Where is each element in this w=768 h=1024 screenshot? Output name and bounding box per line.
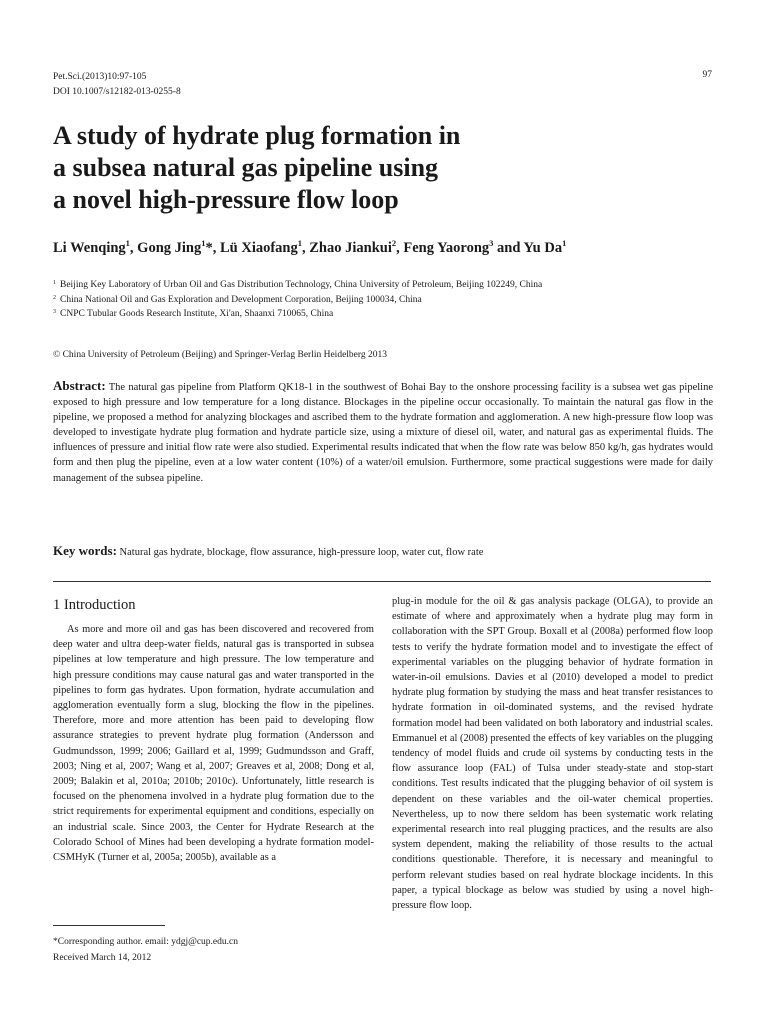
footnotes <box>53 934 238 966</box>
keywords-label: Key words: <box>53 543 117 558</box>
title-line: a novel high-pressure flow loop <box>53 185 399 214</box>
author-list <box>53 232 713 259</box>
copyright-notice: © China University of Petroleum (Beijing) and Springer-Verlag Berlin Heidelberg 2013 <box>53 350 388 360</box>
keywords-text: Natural gas hydrate, blockage, flow assurance, high-pressure loop, water cut, flow rate <box>119 547 484 558</box>
affiliation-list <box>53 278 713 322</box>
footnote-divider <box>53 925 165 926</box>
author-separator: , <box>302 239 310 256</box>
title-line: a subsea natural gas pipeline using <box>53 153 439 182</box>
doi: DOI 10.1007/s12182-013-0255-8 <box>53 87 181 97</box>
section-heading: 1 Introduction <box>53 597 136 613</box>
author-affil-mark: 1 <box>201 238 206 248</box>
affiliation-number: 2 <box>53 294 56 301</box>
journal-header <box>53 70 181 100</box>
corresponding-author-note: *Corresponding author. email: ydgj@cup.edu.cn <box>53 937 238 947</box>
abstract <box>53 378 713 486</box>
affiliation-text: China National Oil and Gas Exploration and Development Corporation, Beijing 100034, China <box>60 294 422 305</box>
author-name: Zhao Jiankui <box>309 239 392 256</box>
author-affil-mark: 1 <box>125 238 130 248</box>
author-name: Feng Yaorong <box>403 239 490 256</box>
page-number: 97 <box>702 70 712 80</box>
abstract-label: Abstract: <box>53 378 106 393</box>
affiliation <box>53 278 713 293</box>
paper-title <box>53 120 713 216</box>
author-name: Li Wenqing <box>53 239 126 256</box>
author-name: Yu Da <box>523 239 563 256</box>
affiliation-text: CNPC Tubular Goods Research Institute, Xi'an, Shaanxi 710065, China <box>60 309 334 319</box>
body-paragraph: plug-in module for the oil & gas analysis package (OLGA), to provide an estimate of where and approximately when a hydrate plug may form in collaboration with the SPT Group. Boxall et al (2008a) performed flow loop tests to verify the hydrate formation model and to investigate the effect of experimental variables on the plugging behavior of hydrate formation in water-in-oil emulsions. Davies et al (2010) developed a model to predict hydrate plug formation by studying the mass and heat transfer resistances to hydrate formation in oil-dominated systems, and the revised hydrate formation model had been validated on both laboratory and industrial scales. Emmanuel et al (2008) presented the effects of key variables on the plugging tendency of model fluids and crude oil systems by conducting tests in the flow assurance loop (FAL) of Tulsa under steady-state and stop-start conditions. Test results indicated that the plugging behavior of oil system is dependent on these variables and the oil-water chemical properties. Nevertheless, up to now there seldom has been systematic work relating experimental research into real plugging practices, and the results are also system dependent, making the reliability of those results to the actual conditions questionable. Therefore, it is necessary and meaningful to perform relevant studies based on real hydrate blockage incidents. In this paper, a typical blockage as below was studied by using a novel high-pressure flow loop. <box>392 596 713 912</box>
author-separator: *, <box>205 239 220 256</box>
author-affil-mark: 3 <box>489 238 494 248</box>
received-date: Received March 14, 2012 <box>53 953 152 963</box>
author-name: Lü Xiaofang <box>219 239 298 256</box>
affiliation-number: 3 <box>53 309 56 315</box>
author-separator: , <box>129 239 138 256</box>
affiliation <box>53 293 713 308</box>
affiliation <box>53 307 713 322</box>
author-separator: , <box>396 239 404 256</box>
journal-citation: Pet.Sci.(2013)10:97-105 <box>53 72 147 82</box>
left-column <box>53 594 374 865</box>
keywords <box>53 543 713 559</box>
author-affil-mark: 1 <box>562 238 567 248</box>
section-divider <box>53 581 711 582</box>
right-column <box>392 594 713 913</box>
author-separator: and <box>493 239 524 256</box>
body-paragraph: As more and more oil and gas has been discovered and recovered from deep water and ultra deep-water fields, natural gas is transported in subsea pipelines at low temperature and high pressure. The low temperature and high pressure conditions may cause natural gas and water transported in the pipelines to form gas hydrates. Upon formation, hydrate accumulation and agglomeration eventually form a slug, blocking the flow in the pipelines. Therefore, more and more attention has been paid to developing flow assurance strategies to prevent hydrate plug formation (Andersson and Gudmundsson, 1999; 2006; Gaillard et al, 1999; Gudmundsson and Graff, 2003; Ning et al, 2007; Wang et al, 2007; Greaves et al, 2008; Dong et al, 2009; Balakin et al, 2010a; 2010b; 2010c). Unfortunately, little research is focused on the phenomena involved in a hydrate plug formation due to the strict requirements for experimental equipment and conditions, especially on an industrial scale. Since 2003, the Center for Hydrate Research at the Colorado School of Mines had been developing a hydrate formation model-CSMHyK (Turner et al, 2005a; 2005b), available as a <box>53 624 374 864</box>
author-affil-mark: 1 <box>297 238 302 248</box>
abstract-text: The natural gas pipeline from Platform QK18-1 in the southwest of Bohai Bay to the onshore processing facility is a subsea wet gas pipeline exposed to high pressure and low temperature for a long distance. Blockages in the pipeline occur occasionally. To maintain the natural gas flow in the pipeline, we proposed a method for analyzing blockages and ascribed them to the hydrate formation and agglomeration. A new high-pressure flow loop was developed to investigate hydrate plug formation and hydrate particle size, using a mixture of diesel oil, water, and natural gas as experimental fluids. The influences of pressure and initial flow rate were also studied. Experimental results indicated that when the flow rate was below 850 kg/h, gas hydrates would form and then plug the pipeline, even at a low water content (10%) of a water/oil emulsion. Furthermore, some practical suggestions were made for daily management of the subsea pipeline. <box>53 382 714 484</box>
affiliation-number: 1 <box>53 280 56 286</box>
title-line: A study of hydrate plug formation in <box>53 121 461 150</box>
author-name: Gong Jing <box>137 239 202 256</box>
affiliation-text: Beijing Key Laboratory of Urban Oil and Gas Distribution Technology, China University of Petroleum, Beijing 102249, China <box>60 280 543 290</box>
author-affil-mark: 2 <box>391 238 397 248</box>
